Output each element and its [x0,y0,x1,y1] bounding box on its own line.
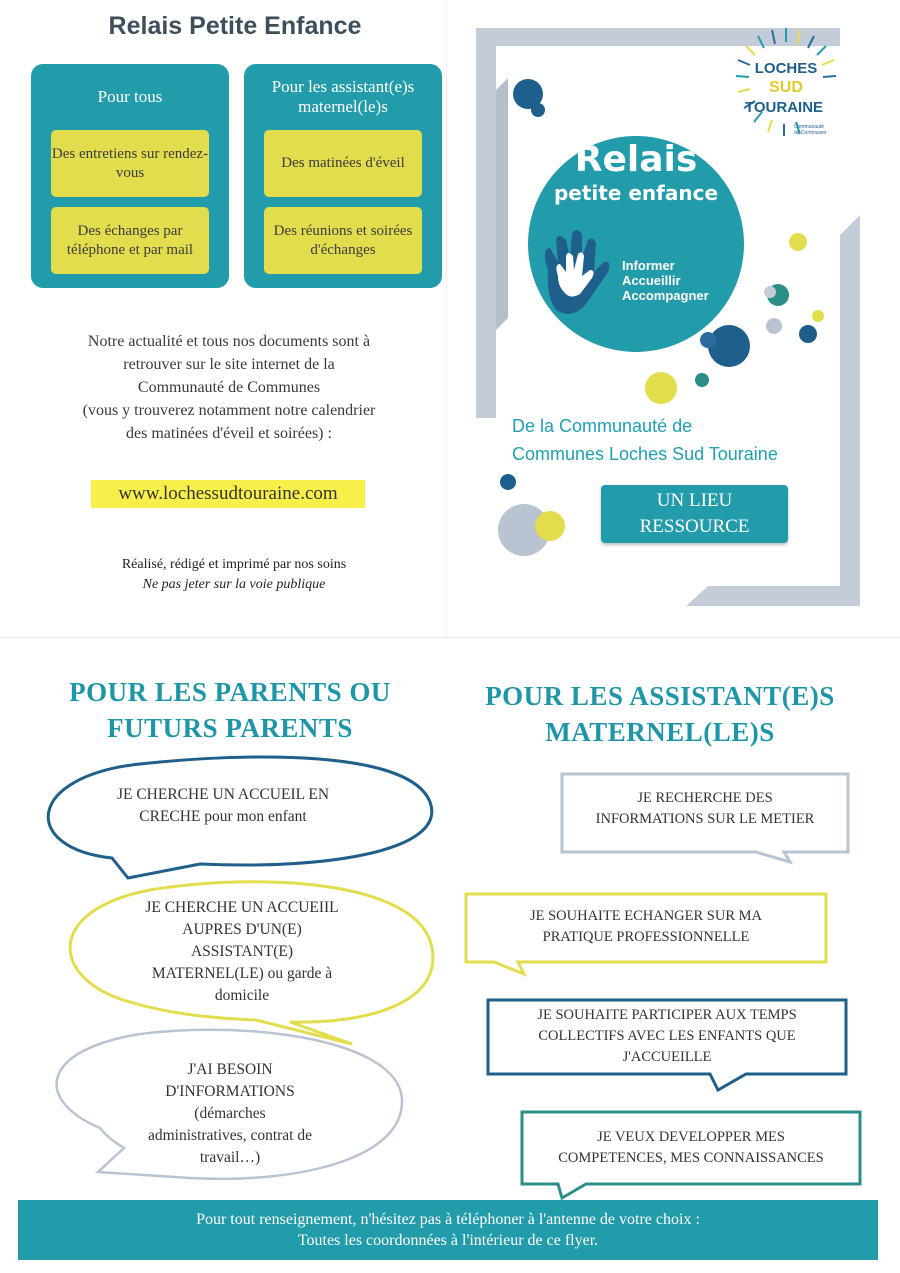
button-line: RESSOURCE [639,516,750,537]
tagline-item: Accompagner [622,288,709,303]
footer-line: Pour tout renseignement, n'hésitez pas à téléphoner à l'antenne de votre choix : [196,1211,700,1228]
cover-organisation [512,412,832,468]
logo-text-line2: SUD [769,79,803,96]
title-line: POUR LES ASSISTANT(E)S [485,681,835,711]
dot [766,318,782,334]
info-line: retrouver sur le site internet de la [123,356,335,373]
callout-line: JE SOUHAITE PARTICIPER AUX TEMPS [537,1007,797,1023]
callout-line: J'ACCUEILLE [622,1049,712,1065]
bubble-line: domicile [214,987,270,1004]
dot [812,310,824,322]
footer-line: Toutes les coordonnées à l'intérieur de ce flyer. [297,1232,599,1249]
resource-place-button [601,485,788,543]
dot [708,325,750,367]
bubble-line: D'INFORMATIONS [165,1083,295,1100]
bubble-line: ASSISTANT(E) [190,943,294,960]
tagline-item: Informer [622,258,675,273]
fold-line-horizontal [0,637,900,638]
service-box: Des entretiens sur rendez-vous [51,130,209,197]
organisation-line: De la Communauté de [512,416,693,436]
column-for-assistants [244,64,442,288]
callout-line: JE RECHERCHE DES [637,790,773,806]
title-line: FUTURS PARENTS [107,713,353,743]
info-paragraph [30,330,428,445]
bubble-line: JE CHERCHE UN ACCUEIIL [145,899,339,916]
assistants-section-title [460,678,860,750]
cover-title [525,140,747,206]
info-line: Notre actualité et tous nos documents sont à [87,333,371,350]
service-box: Des matinées d'éveil [264,130,422,197]
bubble-creche-text [78,784,368,828]
bubble-line: administratives, contrat de [148,1127,312,1144]
tagline-item: Accueillir [622,273,681,288]
cover-title-small: petite enfance [553,181,719,205]
service-box: Des réunions et soirées d'échanges [264,207,422,274]
bubble-info-text [80,1059,380,1169]
info-line: Communauté de Communes [137,379,321,396]
title-line: POUR LES PARENTS OU [69,677,391,707]
dot [799,325,817,343]
bubble-line: travail…) [199,1149,261,1166]
callout-line: COMPETENCES, MES CONNAISSANCES [558,1150,824,1166]
dot [764,286,776,298]
bubble-line: CRECHE pour mon enfant [139,808,307,825]
callout-pratique-text [466,906,826,948]
callout-line: COLLECTIFS AVEC LES ENFANTS QUE [538,1028,796,1044]
frame-inner-left [496,78,508,330]
bubble-assistant-text [92,897,392,1007]
callout-metier-text [562,788,848,830]
footer-banner [18,1200,878,1260]
callout-collectifs-text [488,1005,846,1068]
bubble-line: MATERNEL(LE) ou garde à [151,965,333,982]
callout-line: INFORMATIONS SUR LE METIER [595,811,815,827]
logo-small-line2: de Communes [794,130,827,136]
callout-competences-text [522,1127,860,1169]
button-line: UN LIEU [656,490,733,511]
bubble-line: AUPRES D'UN(E) [182,921,302,938]
callout-line: JE SOUHAITE ECHANGER SUR MA [529,908,762,924]
credit-block [60,555,408,595]
cover-title-big: Relais [574,139,698,180]
dot [700,332,716,348]
cover-tagline [622,258,709,303]
callout-line: PRATIQUE PROFESSIONNELLE [542,929,750,945]
website-link[interactable]: www.lochessudtouraine.com [91,480,365,508]
panel-title: Relais Petite Enfance [108,12,362,40]
dot [531,103,545,117]
logo-text-line3: TOURAINE [744,99,824,116]
logo-small-line1: Communauté [794,124,825,130]
credit-note: Ne pas jeter sur la voie publique [142,577,326,592]
column-heading: Pour les assistant(e)s maternel(le)s [271,77,415,116]
dot [645,372,677,404]
bubble-line: J'AI BESOIN [187,1061,273,1078]
info-line: des matinées d'éveil et soirées) : [126,425,332,442]
dot [535,511,565,541]
organisation-line: Communes Loches Sud Touraine [512,444,778,464]
dot [789,233,807,251]
title-line: MATERNEL(LE)S [545,717,775,747]
column-heading: Pour tous [97,87,163,106]
bubble-line: JE CHERCHE UN ACCUEIL EN [116,786,330,803]
dot [695,373,709,387]
callout-line: JE VEUX DEVELOPPER MES [597,1129,785,1145]
column-for-everyone [31,64,229,288]
parents-section-title [30,674,430,746]
logo-text-line1: LOCHES [754,60,818,77]
service-box: Des échanges par téléphone et par mail [51,207,209,274]
info-line: (vous y trouverez notamment notre calendrier [82,402,376,419]
bubble-line: (démarches [194,1105,266,1122]
credit-text: Réalisé, rédigé et imprimé par nos soins [121,557,347,572]
dot [500,474,516,490]
